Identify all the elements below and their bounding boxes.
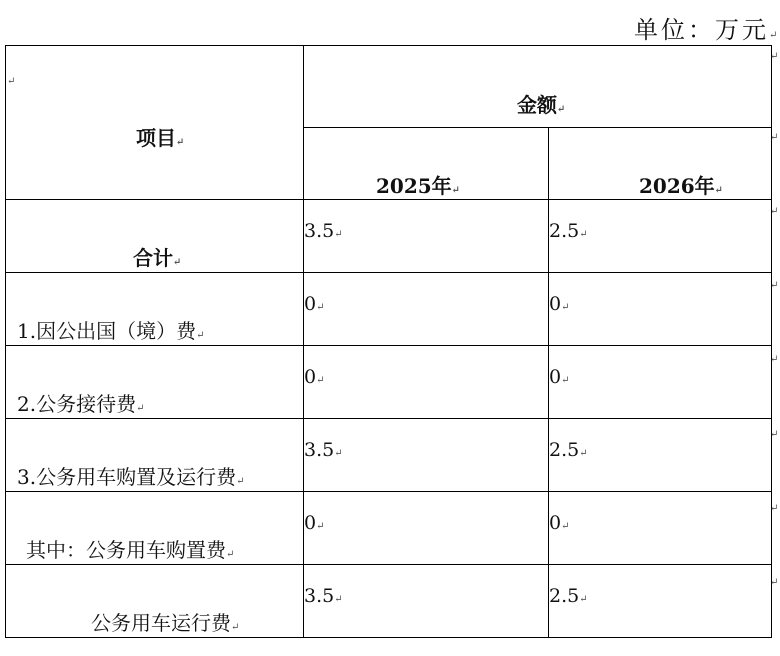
value-cell — [549, 273, 772, 346]
value-2025: 0↵ — [304, 293, 325, 315]
paragraph-mark: ↵ — [770, 503, 779, 514]
table-row — [6, 200, 772, 273]
paragraph-mark: ↵ — [770, 577, 779, 588]
header-year1: 2025年↵ — [376, 174, 461, 198]
value-cell — [549, 419, 772, 492]
value-cell — [549, 200, 772, 273]
value-cell — [549, 346, 772, 419]
value-cell — [304, 200, 549, 273]
paragraph-mark: ↵ — [770, 280, 779, 291]
row-label: 合计↵ — [133, 246, 182, 270]
header-amount-cell — [304, 46, 772, 128]
value-2025: 3.5↵ — [304, 439, 343, 461]
paragraph-mark: ↵ — [770, 51, 779, 62]
table-row — [6, 565, 772, 638]
value-2026: 2.5↵ — [549, 220, 588, 242]
paragraph-mark: ↵ — [770, 206, 779, 217]
table-row — [6, 492, 772, 565]
header-amount: 金额↵ — [517, 93, 566, 117]
paragraph-mark: ↵ — [770, 429, 779, 440]
value-2026: 0↵ — [549, 512, 570, 534]
paragraph-mark: ↵ — [770, 354, 779, 365]
header-year2-cell — [549, 128, 772, 200]
value-cell — [304, 492, 549, 565]
value-2025: 3.5↵ — [304, 220, 343, 242]
row-label-cell — [6, 492, 304, 565]
value-2026: 0↵ — [549, 293, 570, 315]
value-2025: 0↵ — [304, 512, 325, 534]
row-label-cell — [6, 565, 304, 638]
value-cell — [549, 565, 772, 638]
row-label: 1.因公出国（境）费↵ — [17, 319, 205, 343]
table-row — [6, 273, 772, 346]
header-year2: 2026年↵ — [639, 174, 724, 198]
value-cell — [304, 565, 549, 638]
paragraph-mark: ↵ — [769, 30, 780, 41]
header-year1-cell — [304, 128, 549, 200]
row-label-cell — [6, 419, 304, 492]
value-2025: 3.5↵ — [304, 585, 343, 607]
value-2026: 2.5↵ — [549, 439, 588, 461]
value-cell — [304, 419, 549, 492]
value-2026: 0↵ — [549, 366, 570, 388]
table-row — [6, 346, 772, 419]
header-item-cell — [6, 46, 304, 200]
row-label-cell — [6, 200, 304, 273]
paragraph-mark: ↵ — [770, 132, 779, 143]
value-2026: 2.5↵ — [549, 585, 588, 607]
row-label-cell — [6, 346, 304, 419]
value-cell — [304, 346, 549, 419]
row-label: 公务用车运行费↵ — [91, 611, 240, 635]
unit-label: 单位：万元↵ — [634, 16, 780, 44]
budget-table — [5, 45, 772, 638]
table-row — [6, 419, 772, 492]
row-label: 2.公务接待费↵ — [17, 392, 145, 416]
value-cell — [304, 273, 549, 346]
row-label: 3.公务用车购置及运行费↵ — [17, 465, 245, 489]
row-label: 其中：公务用车购置费↵ — [26, 538, 235, 562]
value-cell — [549, 492, 772, 565]
value-2025: 0↵ — [304, 366, 325, 388]
row-label-cell — [6, 273, 304, 346]
paragraph-mark: ↵ — [7, 76, 16, 87]
header-item: 项目↵ — [136, 126, 185, 150]
